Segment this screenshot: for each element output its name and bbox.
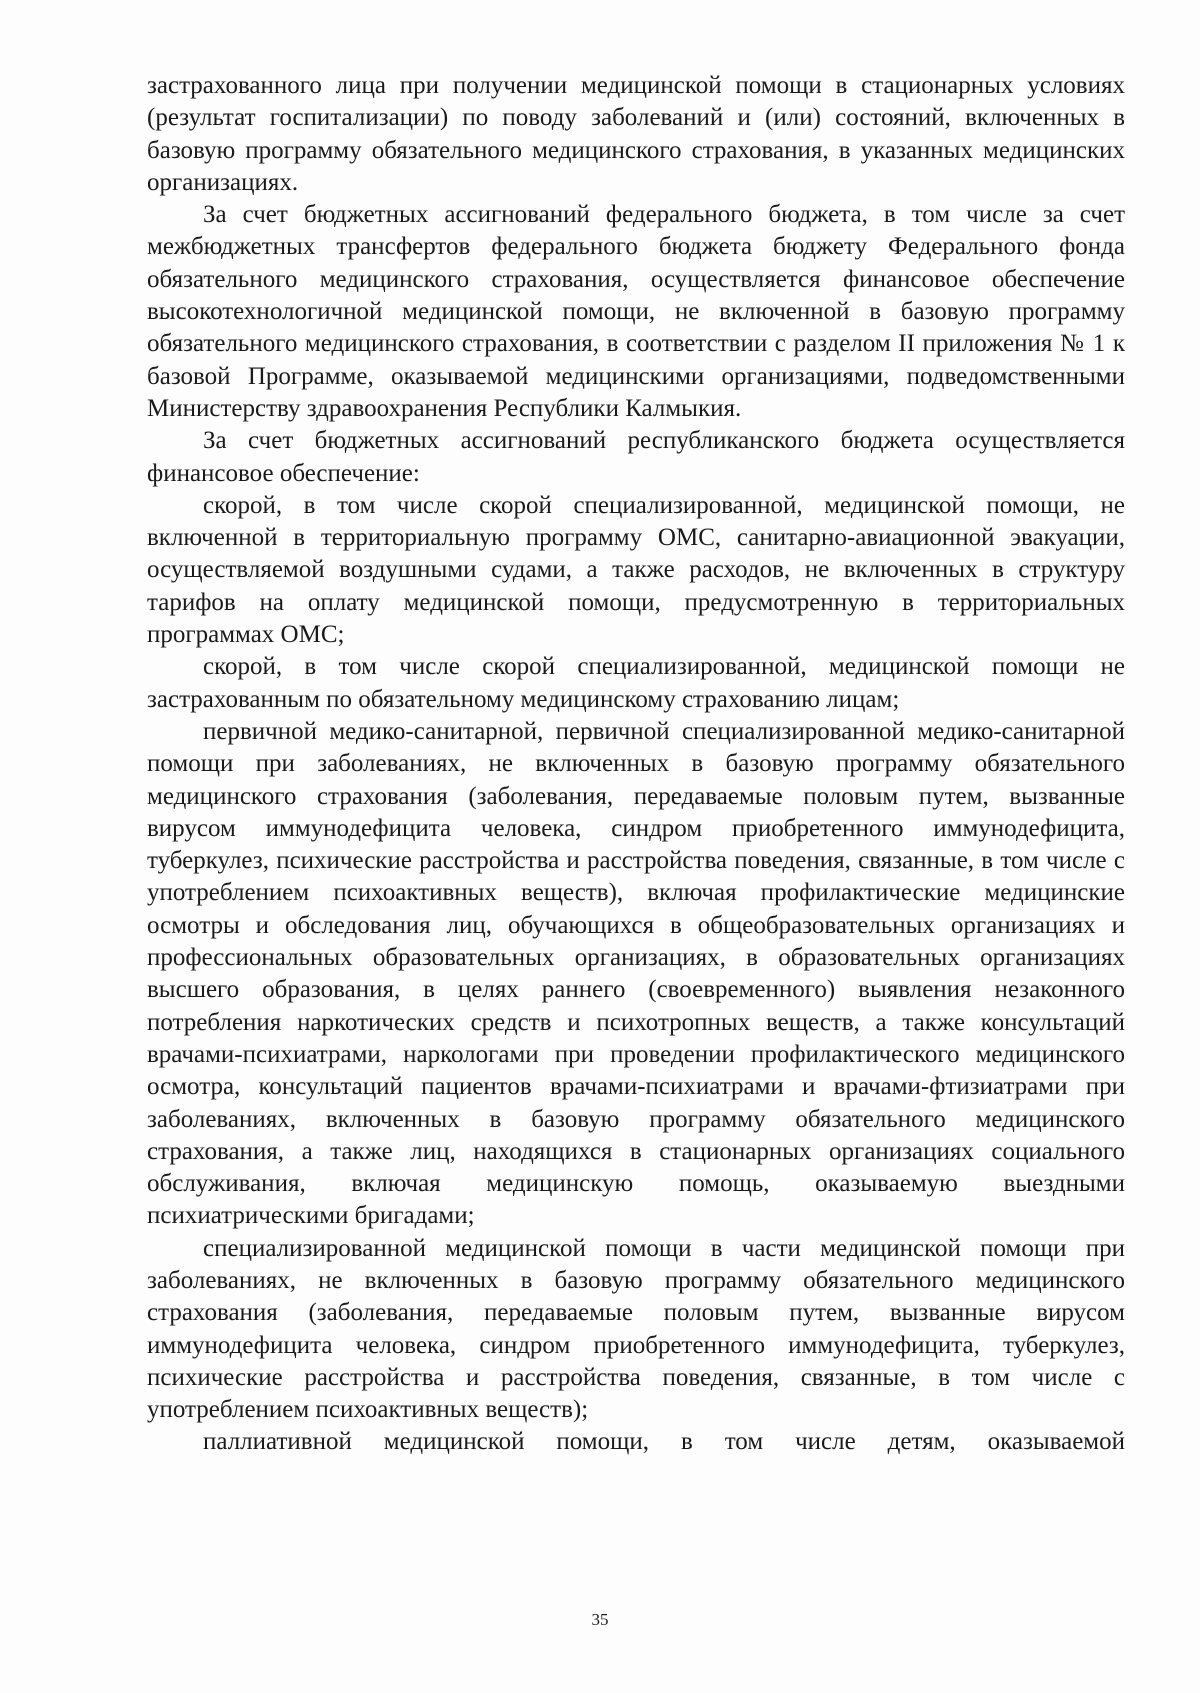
list-item-primary-care: первичной медико-санитарной, первичной специализированной медико-санитарной помощи при заболеваниях, не включенных в базовую программу обязательного медицинского страхования (заболевания, передаваемые половым путем, вызванные вирусом иммунодефицита человека, синдром приобретенного иммунодефицита, туберкулез, психические расстройства и расстройства поведения, связанные, в том числе с употреблением психоактивных веществ), включая профилактические медицинские осмотры и обследования лиц, обучающихся в общеобразовательных организациях и профессиональных образовательных организациях, в образовательных организациях высшего образования, в целях раннего (своевременного) выявления незаконного потребления наркотических средств и психотропных веществ, а также консультаций врачами-психиатрами, наркологами при проведении профилактического медицинского осмотра, консультаций пациентов врачами-психиатрами и врачами-фтизиатрами при заболеваниях, включенных в базовую программу обязательного медицинского страхования, а также лиц, находящихся в стационарных организациях социального обслуживания, включая медицинскую помощь, оказываемую выездными психиатрическими бригадами; xyxy=(147,717,1125,1230)
list-item-emergency-care: скорой, в том числе скорой специализированной, медицинской помощи, не включенной в территориальную программу ОМС, санитарно-авиационной эвакуации, осуществляемой воздушными судами, а также расходов, не включенных в структуру тарифов на оплату медицинской помощи, предусмотренную в территориальных программах ОМС; xyxy=(147,491,1125,649)
page-number: 35 xyxy=(591,1610,609,1629)
list-item-specialized-care: специализированной медицинской помощи в части медицинской помощи при заболеваниях, не включенных в базовую программу обязательного медицинского страхования (заболевания, передаваемые половым путем, вызванные вирусом иммунодефицита человека, синдром приобретенного иммунодефицита, туберкулез, психические расстройства и расстройства поведения, связанные, в том числе с употреблением психоактивных веществ); xyxy=(147,1234,1125,1424)
document-body xyxy=(147,70,1125,1459)
paragraph-republic-budget: За счет бюджетных ассигнований республиканского бюджета осуществляется финансовое обеспечение: xyxy=(147,427,1125,487)
paragraph-federal-budget: За счет бюджетных ассигнований федерального бюджета, в том числе за счет межбюджетных трансфертов федерального бюджета бюджету Федерального фонда обязательного медицинского страхования, осуществляется финансовое обеспечение высокотехнологичной медицинской помощи, не включенной в базовую программу обязательного медицинского страхования, в соответствии с разделом II приложения № 1 к базовой Программе, оказываемой медицинскими организациями, подведомственными Министерству здравоохранения Республики Калмыкия. xyxy=(147,201,1125,422)
list-item-palliative-care: паллиативной медицинской помощи, в том числе детям, оказываемой xyxy=(203,1428,1125,1456)
paragraph-continuation: застрахованного лица при получении медицинской помощи в стационарных условиях (результат госпитализации) по поводу заболеваний и (или) состояний, включенных в базовую программу обязательного медицинского страхования, в указанных медицинских организациях. xyxy=(147,72,1125,196)
list-item-emergency-uninsured: скорой, в том числе скорой специализированной, медицинской помощи не застрахованным по обязательному медицинскому страхованию лицам; xyxy=(147,653,1125,713)
